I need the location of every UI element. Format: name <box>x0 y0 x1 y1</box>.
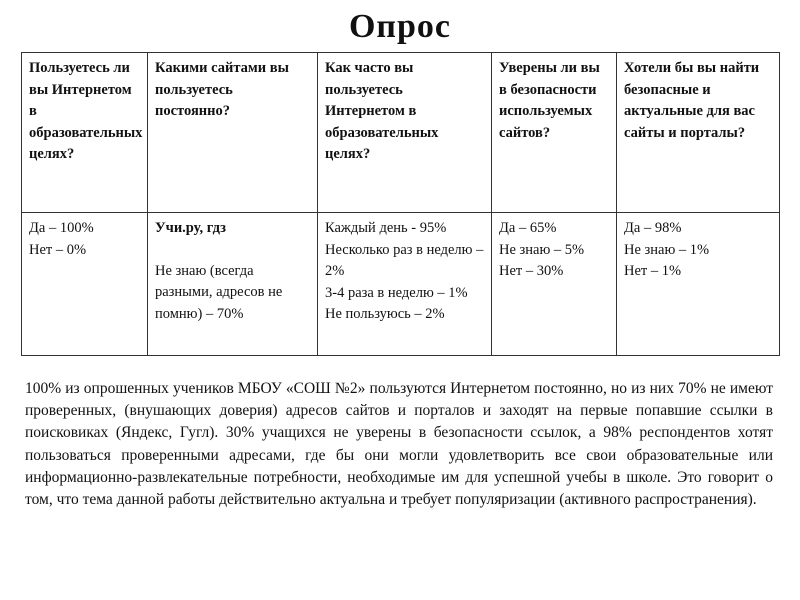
answer-line: 3-4 раза в неделю – 1% <box>325 284 468 301</box>
header-cell-want-safe-sites: Хотели бы вы найти безопасные и актуальные для вас сайты и порталы? <box>617 53 780 213</box>
answer-line: Не знаю – 1% <box>624 241 710 258</box>
answer-cell-internet-use <box>22 213 148 356</box>
answer-line: Да – 65% <box>499 220 557 236</box>
survey-table <box>21 52 780 356</box>
answer-line: Несколько раз в неделю – 2% <box>325 241 484 279</box>
page-title: Опрос <box>348 8 452 45</box>
answer-cell-safety <box>492 213 617 356</box>
answer-cell-frequency <box>318 213 492 356</box>
answer-line: Нет – 1% <box>624 263 682 279</box>
answers-row <box>22 213 780 356</box>
answer-line: Не знаю – 5% <box>499 241 585 258</box>
answer-cell-sites <box>148 213 318 356</box>
summary-paragraph: 100% из опрошенных учеников МБОУ «СОШ №2» пользуются Интернетом постоянно, но из них 70% не имеют проверенных, (внушающих доверия) адресов сайтов и порталов и заходят на первые попавшие ссылки в поисковиках (Яндекс, Гугл). 30% учащихся не уверены в безопасности ссылок, а 98% респондентов хотят пользоваться проверенными адресами, где бы они могли удовлетворить все свои образовательные или информационно-развлекательные потребности, необходимые им для успешной учебы в школе. Это говорит о том, что тема данной работы действительно актуальна и требует популяризации (активного распространения). <box>25 380 773 509</box>
header-cell-internet-use: Пользуетесь ли вы Интернетом в образовательных целях? <box>22 53 148 213</box>
header-cell-frequency: Как часто вы пользуетесь Интернетом в образовательных целях? <box>318 53 492 213</box>
answer-line: Нет – 0% <box>29 241 87 258</box>
header-cell-safety: Уверены ли вы в безопасности используемых сайтов? <box>492 53 617 213</box>
answer-line: Да – 100% <box>29 220 94 236</box>
answer-line: Не пользуюсь – 2% <box>325 306 445 322</box>
header-row <box>22 53 780 213</box>
answer-sites-named: Учи.ру, гдз <box>155 220 226 236</box>
header-cell-sites: Какими сайтами вы пользуетесь постоянно? <box>148 53 318 213</box>
answer-cell-want-safe-sites <box>617 213 780 356</box>
answer-line: Каждый день - 95% <box>325 220 447 236</box>
answer-line: Нет – 30% <box>499 263 564 279</box>
line-gap <box>155 240 310 261</box>
answer-line: Да – 98% <box>624 220 682 236</box>
answer-sites-unknown: Не знаю (всегда разными, адресов не помню) – 70% <box>155 262 283 322</box>
